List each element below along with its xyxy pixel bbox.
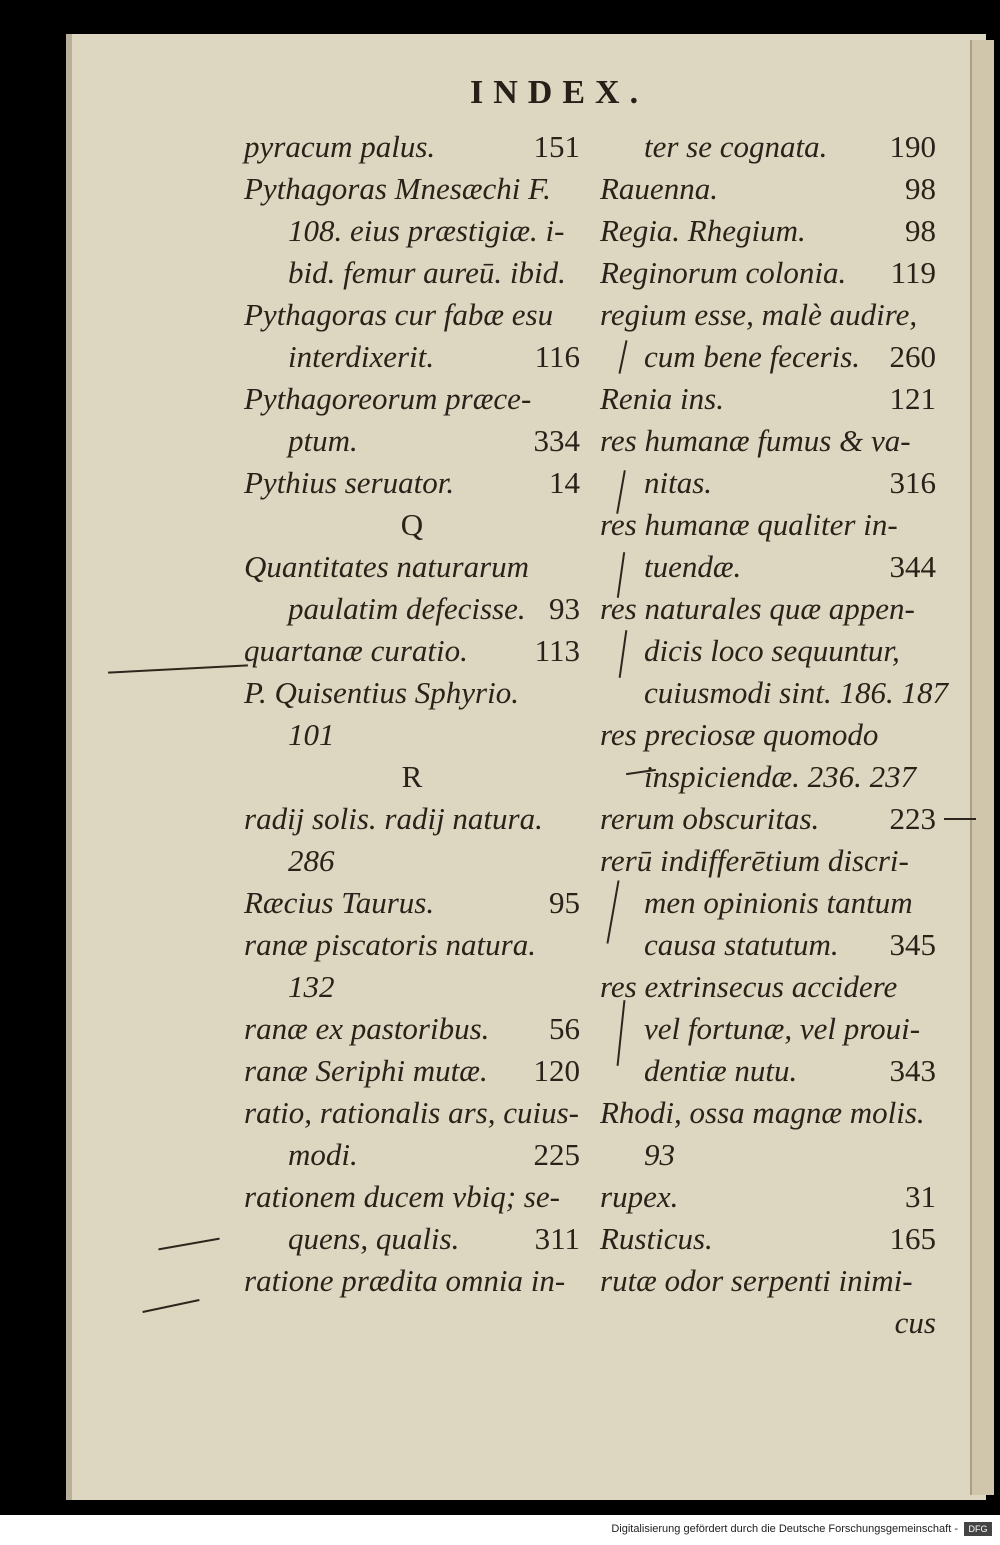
entry-text: inspiciendæ. 236. 237 bbox=[644, 759, 917, 794]
index-entry bbox=[600, 588, 936, 630]
entry-text: rupex. bbox=[600, 1179, 679, 1214]
entry-page-number: 31 bbox=[905, 1179, 936, 1214]
entry-page-number: 334 bbox=[533, 423, 580, 458]
index-entry bbox=[244, 840, 580, 882]
entry-page-number: 14 bbox=[549, 465, 580, 500]
index-entry bbox=[600, 1260, 936, 1302]
index-entry bbox=[600, 966, 936, 1008]
entry-text: Rusticus. bbox=[600, 1221, 713, 1256]
index-entry bbox=[244, 252, 580, 294]
entry-text: Rhodi, ossa magnæ molis. bbox=[600, 1095, 925, 1130]
entry-text: interdixerit. bbox=[288, 339, 435, 374]
entry-text: Pythagoras cur fabæ esu bbox=[244, 297, 554, 332]
section-letter bbox=[244, 756, 580, 798]
index-entry bbox=[600, 168, 936, 210]
entry-text: Rauenna. bbox=[600, 171, 718, 206]
entry-text: rerū indifferētium discri- bbox=[600, 843, 909, 878]
index-entry bbox=[600, 1176, 936, 1218]
entry-text: Renia ins. bbox=[600, 381, 724, 416]
index-column-right bbox=[600, 126, 948, 1344]
index-entry bbox=[600, 252, 936, 294]
entry-text: nitas. bbox=[644, 465, 713, 500]
entry-text: modi. bbox=[288, 1137, 358, 1172]
index-entry bbox=[244, 168, 580, 210]
entry-text: causa statutum. bbox=[644, 927, 839, 962]
entry-page-number: 190 bbox=[889, 129, 936, 164]
entry-text: Regia. Rhegium. bbox=[600, 213, 806, 248]
entry-text: cuiusmodi sint. 186. 187 bbox=[644, 675, 948, 710]
entry-text: dentiæ nutu. bbox=[644, 1053, 798, 1088]
entry-text: dicis loco sequuntur, bbox=[644, 633, 900, 668]
entry-page-number: 98 bbox=[905, 171, 936, 206]
index-entry bbox=[244, 966, 580, 1008]
index-entry bbox=[244, 924, 580, 966]
entry-text: tuendæ. bbox=[644, 549, 742, 584]
entry-text: men opinionis tantum bbox=[644, 885, 913, 920]
index-entry bbox=[244, 210, 580, 252]
margin-mark bbox=[944, 818, 976, 820]
entry-text: ratione prædita omnia in- bbox=[244, 1263, 566, 1298]
index-entry bbox=[600, 1008, 936, 1050]
index-entry bbox=[600, 294, 936, 336]
entry-text: Q bbox=[400, 507, 424, 542]
entry-text: P. Quisentius Sphyrio. bbox=[244, 675, 519, 710]
entry-page-number: 316 bbox=[889, 465, 936, 500]
index-entry bbox=[600, 420, 936, 462]
index-entry bbox=[244, 462, 580, 504]
entry-text: pyracum palus. bbox=[244, 129, 436, 164]
entry-page-number: 225 bbox=[533, 1137, 580, 1172]
entry-text: quartanæ curatio. bbox=[244, 633, 468, 668]
index-entry bbox=[244, 672, 580, 714]
entry-page-number: 98 bbox=[905, 213, 936, 248]
entry-page-number: 151 bbox=[533, 129, 580, 164]
entry-text: Pythius seruator. bbox=[244, 465, 455, 500]
index-entry bbox=[600, 378, 936, 420]
index-entry bbox=[600, 1134, 936, 1176]
index-entry bbox=[244, 378, 580, 420]
index-entry bbox=[244, 1134, 580, 1176]
entry-text: res naturales quæ appen- bbox=[600, 591, 915, 626]
index-entry bbox=[244, 1008, 580, 1050]
index-entry bbox=[600, 1302, 936, 1344]
index-entry bbox=[600, 1218, 936, 1260]
entry-text: ptum. bbox=[288, 423, 358, 458]
index-entry bbox=[600, 1092, 936, 1134]
index-entry bbox=[244, 1260, 580, 1302]
index-entry bbox=[244, 630, 580, 672]
entry-page-number: 120 bbox=[533, 1053, 580, 1088]
entry-page-number: 116 bbox=[534, 339, 580, 374]
entry-page-number: 56 bbox=[549, 1011, 580, 1046]
entry-text: Pythagoras Mnesæchi F. bbox=[244, 171, 551, 206]
entry-text: 101 bbox=[288, 717, 335, 752]
entry-text: bid. femur aureū. ibid. bbox=[288, 255, 566, 290]
index-entry bbox=[600, 126, 936, 168]
entry-page-number: 113 bbox=[534, 633, 580, 668]
section-letter bbox=[244, 504, 580, 546]
index-entry bbox=[600, 798, 936, 840]
entry-page-number: 343 bbox=[889, 1053, 936, 1088]
entry-text: ter se cognata. bbox=[644, 129, 828, 164]
entry-text: res humanæ fumus & va- bbox=[600, 423, 911, 458]
index-entry bbox=[244, 546, 580, 588]
entry-text: res humanæ qualiter in- bbox=[600, 507, 898, 542]
entry-text: quens, qualis. bbox=[288, 1221, 460, 1256]
entry-text: rutæ odor serpenti inimi- bbox=[600, 1263, 913, 1298]
page-title: INDEX. bbox=[470, 74, 649, 111]
entry-page-number: 93 bbox=[549, 591, 580, 626]
index-entry bbox=[244, 798, 580, 840]
entry-text: res extrinsecus accidere bbox=[600, 969, 898, 1004]
page-edge bbox=[970, 40, 994, 1495]
index-entry bbox=[244, 714, 580, 756]
index-entry bbox=[244, 588, 580, 630]
entry-text: vel fortunæ, vel proui- bbox=[644, 1011, 921, 1046]
entry-page-number: 345 bbox=[889, 927, 936, 962]
entry-text: 108. eius præstigiæ. i- bbox=[288, 213, 565, 248]
index-entry bbox=[244, 420, 580, 462]
entry-text: Pythagoreorum præce- bbox=[244, 381, 532, 416]
index-entry bbox=[244, 336, 580, 378]
entry-text: res preciosæ quomodo bbox=[600, 717, 879, 752]
entry-text: Ræcius Taurus. bbox=[244, 885, 435, 920]
entry-page-number: 260 bbox=[889, 339, 936, 374]
index-entry bbox=[600, 462, 936, 504]
entry-text: cum bene feceris. bbox=[644, 339, 861, 374]
entry-text: paulatim defecisse. bbox=[288, 591, 526, 626]
entry-text: ranæ ex pastoribus. bbox=[244, 1011, 490, 1046]
entry-text: regium esse, malè audire, bbox=[600, 297, 918, 332]
index-entry bbox=[600, 882, 936, 924]
entry-page-number: 165 bbox=[889, 1221, 936, 1256]
index-entry bbox=[244, 882, 580, 924]
entry-page-number: 223 bbox=[889, 801, 936, 836]
entry-text: 132 bbox=[288, 969, 335, 1004]
dfg-logo: DFG bbox=[964, 1522, 992, 1536]
index-column-left bbox=[244, 126, 580, 1302]
entry-text: R bbox=[401, 759, 423, 794]
footer-credit: Digitalisierung gefördert durch die Deutsche Forschungsgemeinschaft - bbox=[611, 1523, 958, 1535]
entry-text: Reginorum colonia. bbox=[600, 255, 847, 290]
index-entry bbox=[600, 672, 948, 714]
entry-page-number: 344 bbox=[889, 549, 936, 584]
index-entry bbox=[600, 546, 936, 588]
index-entry bbox=[244, 1218, 580, 1260]
entry-text: ratio, rationalis ars, cuius- bbox=[244, 1095, 580, 1130]
entry-page-number: 311 bbox=[534, 1221, 580, 1256]
index-entry bbox=[600, 210, 936, 252]
index-entry bbox=[600, 714, 936, 756]
entry-text: 93 bbox=[644, 1137, 675, 1172]
entry-page-number: 119 bbox=[890, 255, 936, 290]
entry-text: rationem ducem vbiq; se- bbox=[244, 1179, 560, 1214]
index-entry bbox=[244, 294, 580, 336]
index-entry bbox=[600, 924, 936, 966]
entry-text: rerum obscuritas. bbox=[600, 801, 820, 836]
index-entry bbox=[600, 504, 936, 546]
entry-page-number: 95 bbox=[549, 885, 580, 920]
index-entry bbox=[244, 126, 580, 168]
entry-text: cus bbox=[894, 1305, 936, 1340]
index-entry bbox=[600, 630, 936, 672]
footer-bar bbox=[0, 1515, 1000, 1545]
index-entry bbox=[600, 840, 936, 882]
index-entry bbox=[244, 1050, 580, 1092]
index-entry bbox=[600, 1050, 936, 1092]
index-entry bbox=[600, 756, 936, 798]
entry-text: ranæ Seriphi mutæ. bbox=[244, 1053, 488, 1088]
entry-text: Quantitates naturarum bbox=[244, 549, 530, 584]
index-entry bbox=[600, 336, 936, 378]
entry-text: 286 bbox=[288, 843, 335, 878]
entry-page-number: 121 bbox=[889, 381, 936, 416]
entry-text: ranæ piscatoris natura. bbox=[244, 927, 536, 962]
entry-text: radij solis. radij natura. bbox=[244, 801, 543, 836]
index-entry bbox=[244, 1176, 580, 1218]
index-entry bbox=[244, 1092, 580, 1134]
